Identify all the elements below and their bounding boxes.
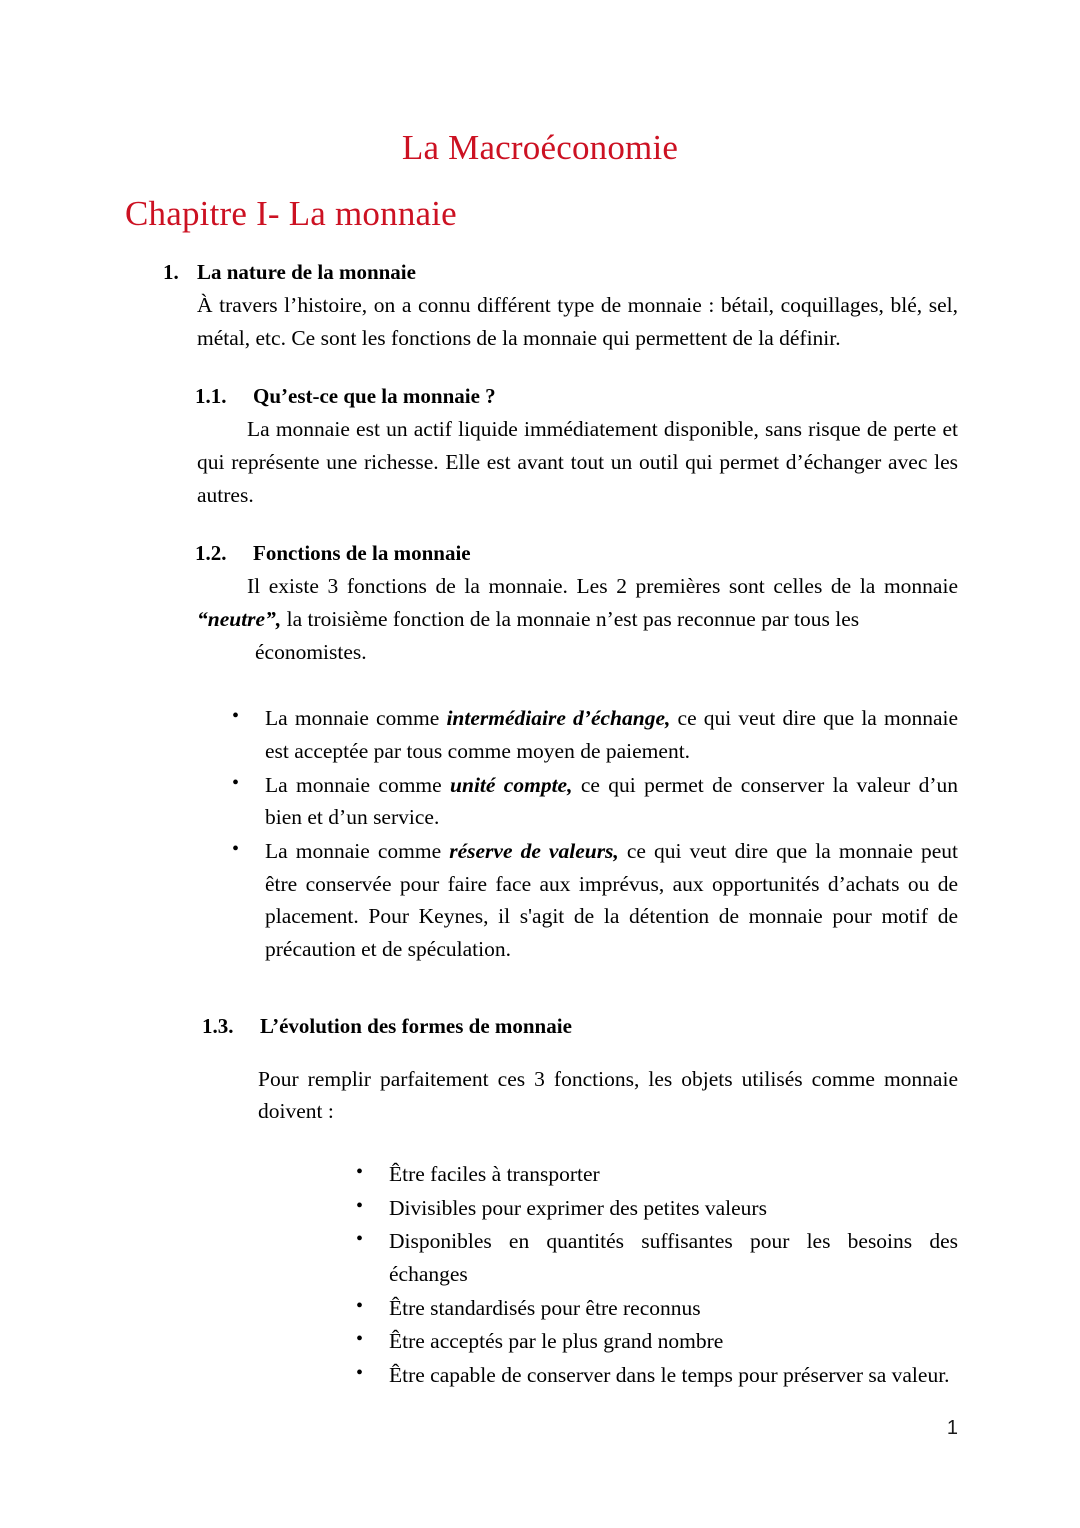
section-1-2-heading bbox=[0, 541, 1080, 566]
money-requirements-list bbox=[0, 1158, 1080, 1392]
bullet-term: intermédiaire d’échange, bbox=[446, 706, 671, 731]
section-1-2-emphasis: “neutre”, bbox=[197, 607, 282, 632]
section-1-paragraph: À travers l’histoire, on a connu différent type de monnaie : bétail, coquillages, blé, sel, métal, etc. Ce sont les fonctions de la monnaie qui permettent de la définir. bbox=[197, 293, 958, 350]
section-1-1-heading bbox=[0, 384, 1080, 409]
bullet-term: réserve de valeurs, bbox=[449, 839, 619, 864]
list-item: • Être standardisés pour être reconnus bbox=[356, 1292, 958, 1325]
section-1-1-paragraph-text: La monnaie est un actif liquide immédiatement disponible, sans risque de perte et qui représente une richesse. Elle est avant tout un outil qui permet d’échanger avec les autres. bbox=[197, 417, 958, 507]
money-functions-list bbox=[0, 702, 1080, 965]
section-1-3-paragraph: Pour remplir parfaitement ces 3 fonctions, les objets utilisés comme monnaie doivent : bbox=[258, 1066, 958, 1124]
page-number: 1 bbox=[946, 1417, 958, 1439]
bullet-text-after: ce qui veut dire que la monnaie est acceptée par tous comme moyen de paiement. bbox=[265, 706, 959, 764]
section-1-3-number: 1.3. bbox=[202, 1013, 234, 1038]
bullet-text-before: La monnaie comme bbox=[265, 706, 447, 731]
section-1-title: La nature de la monnaie bbox=[197, 260, 416, 284]
bullet-term: unité compte, bbox=[450, 772, 573, 797]
list-item bbox=[232, 835, 958, 966]
list-item: • Être capable de conserver dans le temps pour préserver sa valeur. bbox=[356, 1359, 958, 1392]
section-1-1-title: Qu’est-ce que la monnaie ? bbox=[253, 384, 496, 409]
section-1-3-heading bbox=[0, 1014, 1080, 1039]
section-1-2-title: Fonctions de la monnaie bbox=[253, 541, 471, 566]
list-item: • Divisibles pour exprimer des petites valeurs bbox=[356, 1192, 958, 1225]
section-1-3-title: L’évolution des formes de monnaie bbox=[260, 1013, 572, 1038]
bullet-text-after: ce qui veut dire que la monnaie peut être conservée pour faire face aux imprévus, aux opportunités d’achats ou de placement. Pour Keynes, il s'agit de la détention de monnaie pour motif de précaution et de spéculation. bbox=[265, 839, 958, 962]
section-1-2-paragraph bbox=[0, 570, 1080, 668]
section-1-number: 1. bbox=[163, 260, 179, 284]
section-1-2-number: 1.2. bbox=[195, 541, 227, 566]
bullet-text-after: ce qui permet de conserver la valeur d’un bien et d’un service. bbox=[265, 772, 959, 830]
list-item: • Être acceptés par le plus grand nombre bbox=[356, 1325, 958, 1358]
list-item bbox=[232, 702, 958, 767]
list-item bbox=[232, 769, 958, 834]
section-1-2-paragraph-part2: la troisième fonction de la monnaie n’est pas reconnue par tous les bbox=[281, 607, 860, 632]
section-1-1-number: 1.1. bbox=[195, 384, 227, 409]
list-item: • Être faciles à transporter bbox=[356, 1158, 958, 1191]
list-item: • Disponibles en quantités suffisantes pour les besoins des échanges bbox=[356, 1225, 958, 1290]
bullet-text-before: La monnaie comme bbox=[265, 839, 450, 864]
section-1-2-paragraph-part1: Il existe 3 fonctions de la monnaie. Les 2 premières sont celles de la monnaie bbox=[247, 574, 958, 599]
document-title: La Macroéconomie bbox=[401, 128, 679, 167]
chapter-title: Chapitre I- La monnaie bbox=[125, 194, 457, 233]
section-1-1-paragraph bbox=[0, 413, 1080, 511]
bullet-text-before: La monnaie comme bbox=[265, 772, 451, 797]
section-1-heading bbox=[0, 260, 1080, 285]
section-1-2-paragraph-part3: économistes. bbox=[255, 639, 367, 664]
